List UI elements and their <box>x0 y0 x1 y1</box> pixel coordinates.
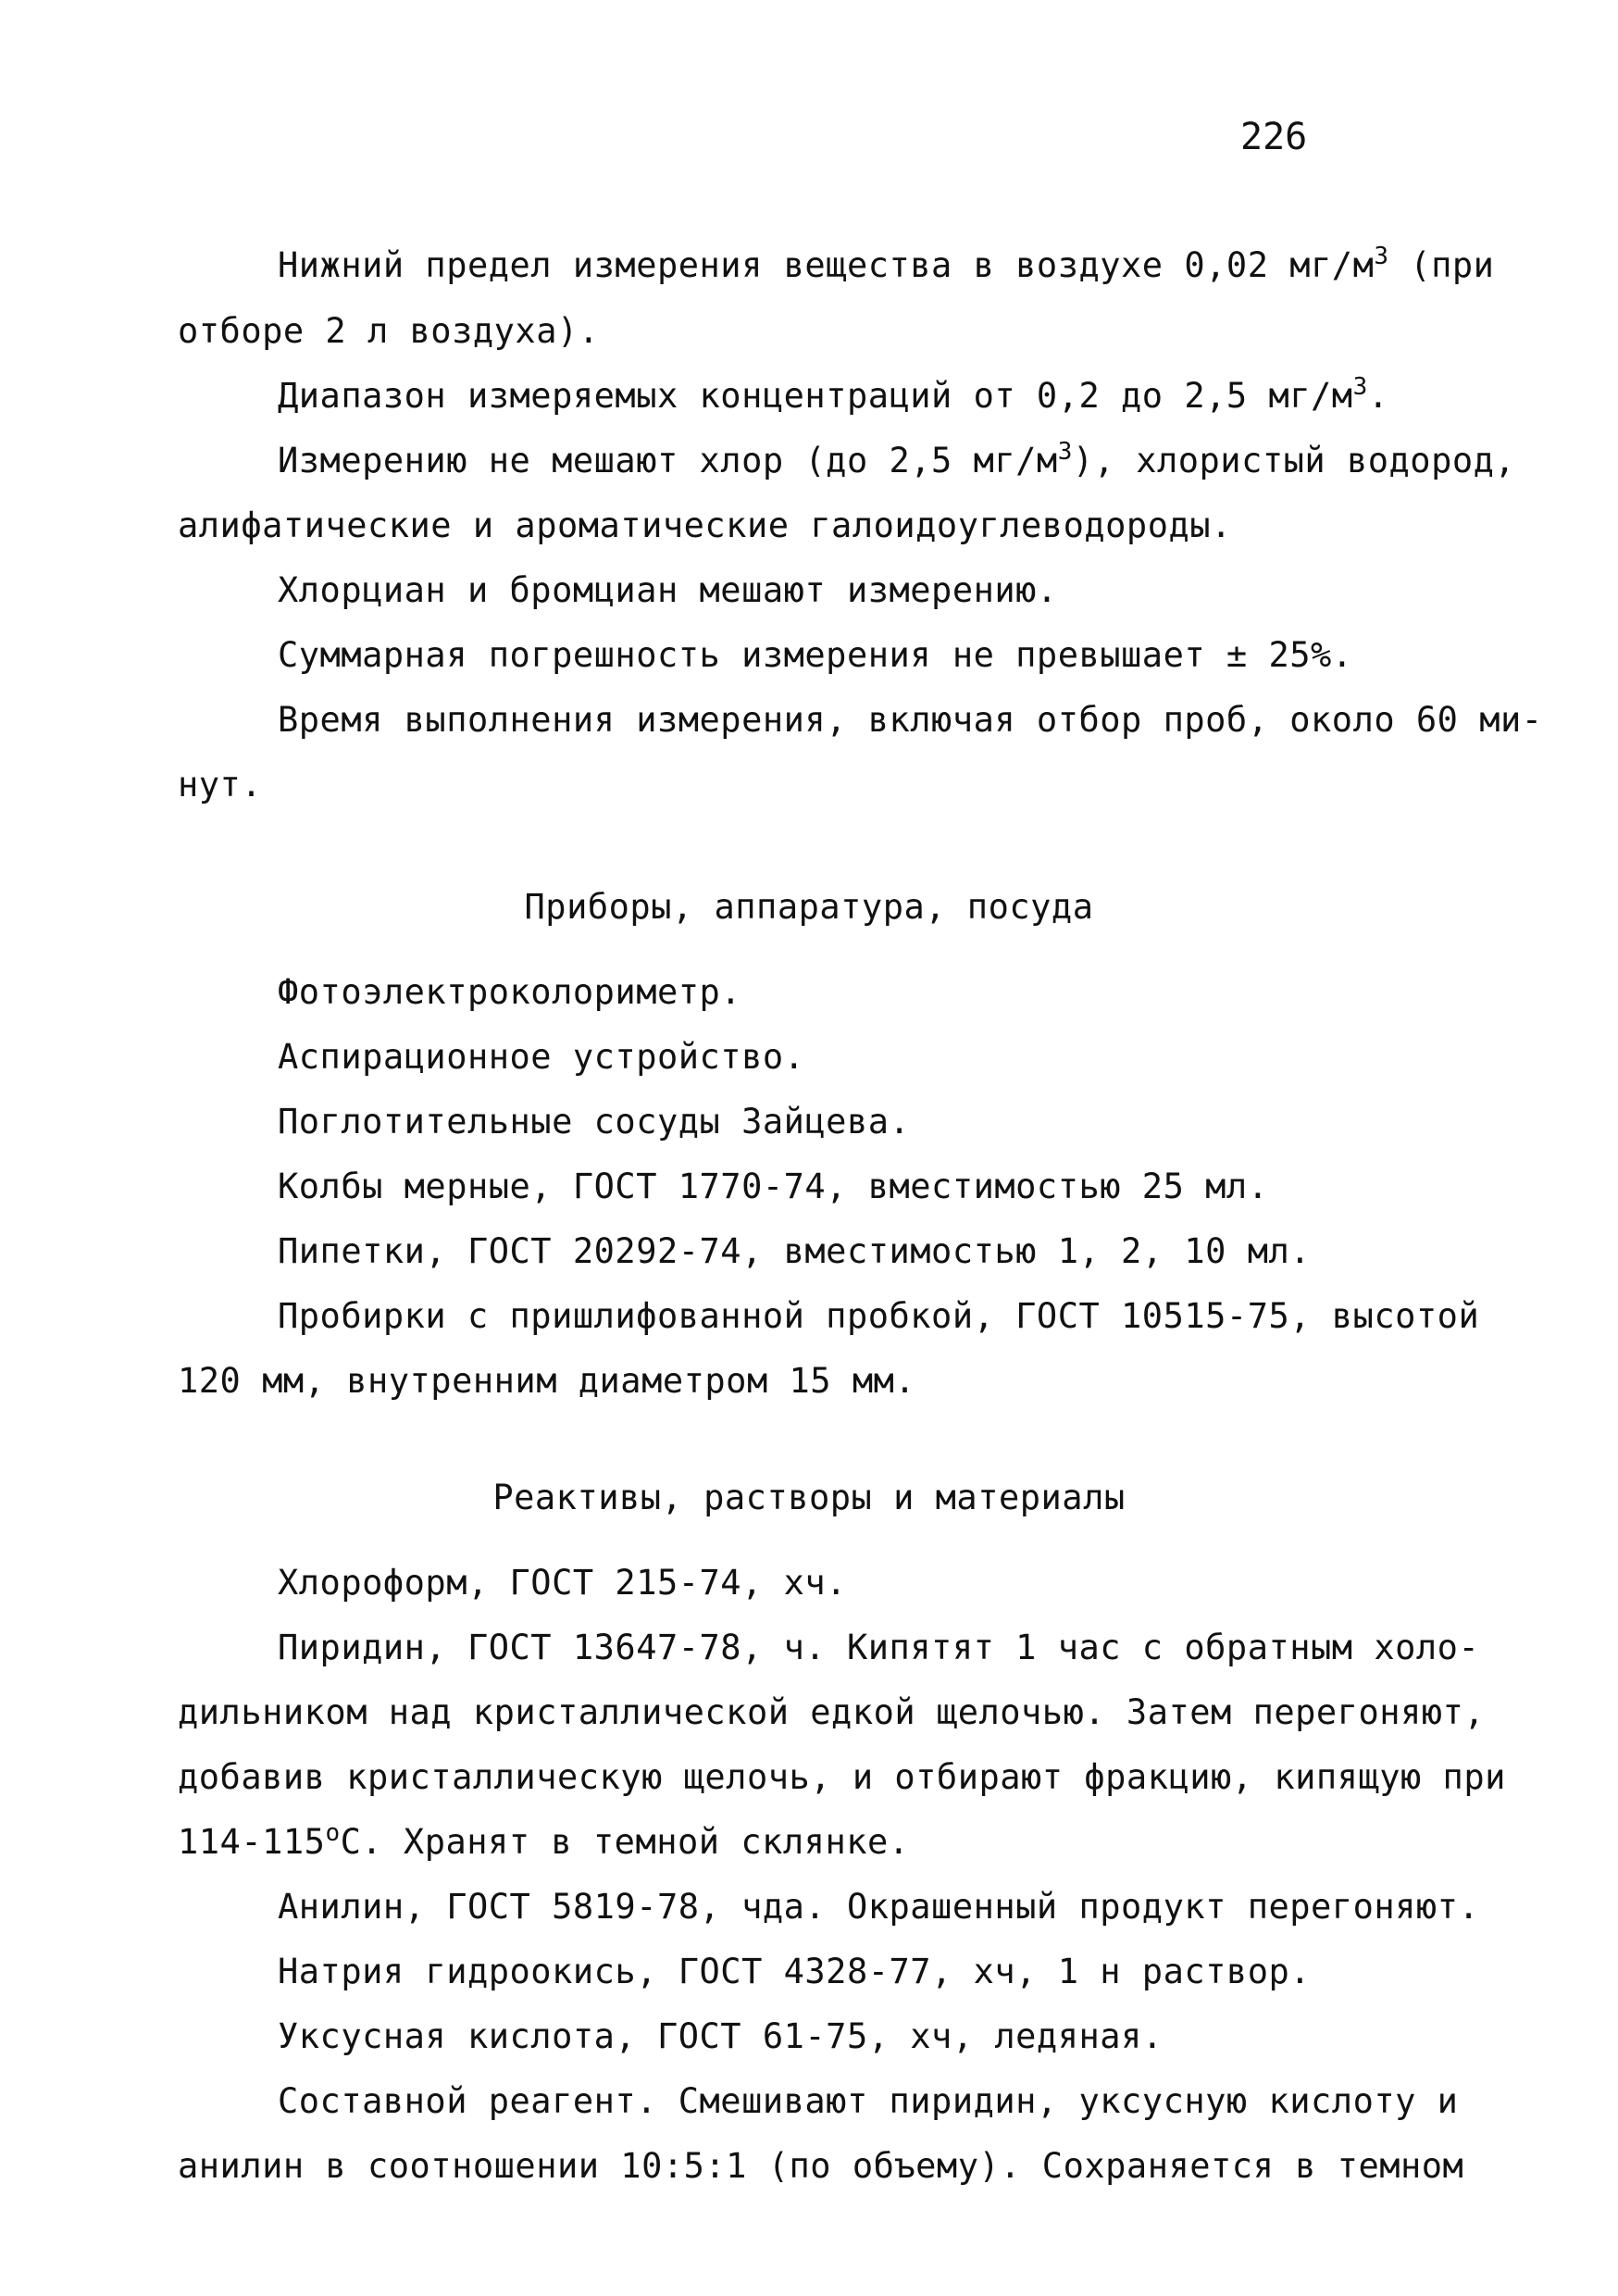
pyridine-temperature: 114-115 <box>178 1822 326 1862</box>
tubes-line-2: 120 мм, внутренним диаметром 15 мм. <box>178 1361 916 1401</box>
pyridine-line-4 <box>178 1819 910 1862</box>
lower-limit-tail: (при <box>1388 245 1495 285</box>
reagents-heading: Реактивы, растворы и материалы <box>492 1478 1126 1517</box>
pyridine-line-3: добавив кристаллическую щелочь, и отбирают фракцию, кипящую при <box>178 1757 1506 1797</box>
range-tail: . <box>1367 376 1389 416</box>
page-number: 226 <box>1240 116 1308 158</box>
apparatus-heading: Приборы, аппаратура, посуда <box>524 887 1094 927</box>
range-text: Диапазон измеряемых концентраций от 0,2 до 2,5 мг/м <box>278 376 1353 416</box>
pyridine-storage: С. Хранят в темной склянке. <box>340 1822 910 1862</box>
range-superscript: 3 <box>1352 373 1368 401</box>
aniline-line: Анилин, ГОСТ 5819-78, чда. Окрашенный продукт перегоняют. <box>278 1887 1480 1927</box>
no-interference-text: Измерению не мешают хлор (до 2,5 мг/м <box>278 441 1058 480</box>
composite-reagent-line-1: Составной реагент. Смешивают пиридин, уксусную кислоту и <box>278 2081 1459 2121</box>
duration-line-1: Время выполнения измерения, включая отбор проб, около 60 ми- <box>278 700 1543 740</box>
pyridine-line-1: Пиридин, ГОСТ 13647-78, ч. Кипятят 1 час с обратным холо- <box>278 1628 1480 1667</box>
lower-limit-line-2: отборе 2 л воздуха). <box>178 311 600 351</box>
composite-reagent-line-2: анилин в соотношении 10:5:1 (по объему). Сохраняется в темном <box>178 2146 1464 2186</box>
no-interference-superscript: 3 <box>1057 438 1073 466</box>
chloroform-line: Хлороформ, ГОСТ 215-74, хч. <box>278 1563 847 1603</box>
interference-line: Хлорциан и бромциан мешают измерению. <box>278 570 1058 610</box>
no-interference-tail: ), хлористый водород, <box>1072 441 1516 480</box>
duration-line-2: нут. <box>178 765 263 805</box>
apparatus-item: Колбы мерные, ГОСТ 1770-74, вместимостью 25 мл. <box>278 1167 1269 1206</box>
sodium-hydroxide-line: Натрия гидроокись, ГОСТ 4328-77, хч, 1 н раствор. <box>278 1952 1312 1991</box>
apparatus-item: Пипетки, ГОСТ 20292-74, вместимостью 1, 2, 10 мл. <box>278 1231 1312 1271</box>
apparatus-item: Поглотительные сосуды Зайцева. <box>278 1102 911 1142</box>
acetic-acid-line: Уксусная кислота, ГОСТ 61-75, хч, ледяная. <box>278 2016 1164 2056</box>
lower-limit-text: Нижний предел измерения вещества в воздухе 0,02 мг/м <box>278 245 1375 285</box>
apparatus-item: Фотоэлектроколориметр. <box>278 972 742 1012</box>
pyridine-line-2: дильником над кристаллической едкой щелочью. Затем перегоняют, <box>178 1692 1486 1732</box>
lower-limit-line-1 <box>278 245 1494 285</box>
range-line <box>278 373 1389 416</box>
apparatus-item: Аспирационное устройство. <box>278 1037 805 1077</box>
no-interference-line-1 <box>278 438 1516 480</box>
error-line: Суммарная погрешность измерения не превышает ± 25%. <box>278 635 1353 675</box>
lower-limit-superscript: 3 <box>1374 243 1389 270</box>
tubes-line-1: Пробирки с пришлифованной пробкой, ГОСТ 10515-75, высотой <box>278 1296 1480 1336</box>
degree-superscript: о <box>325 1819 341 1847</box>
no-interference-line-2: алифатические и ароматические галоидоуглеводороды. <box>178 505 1232 545</box>
